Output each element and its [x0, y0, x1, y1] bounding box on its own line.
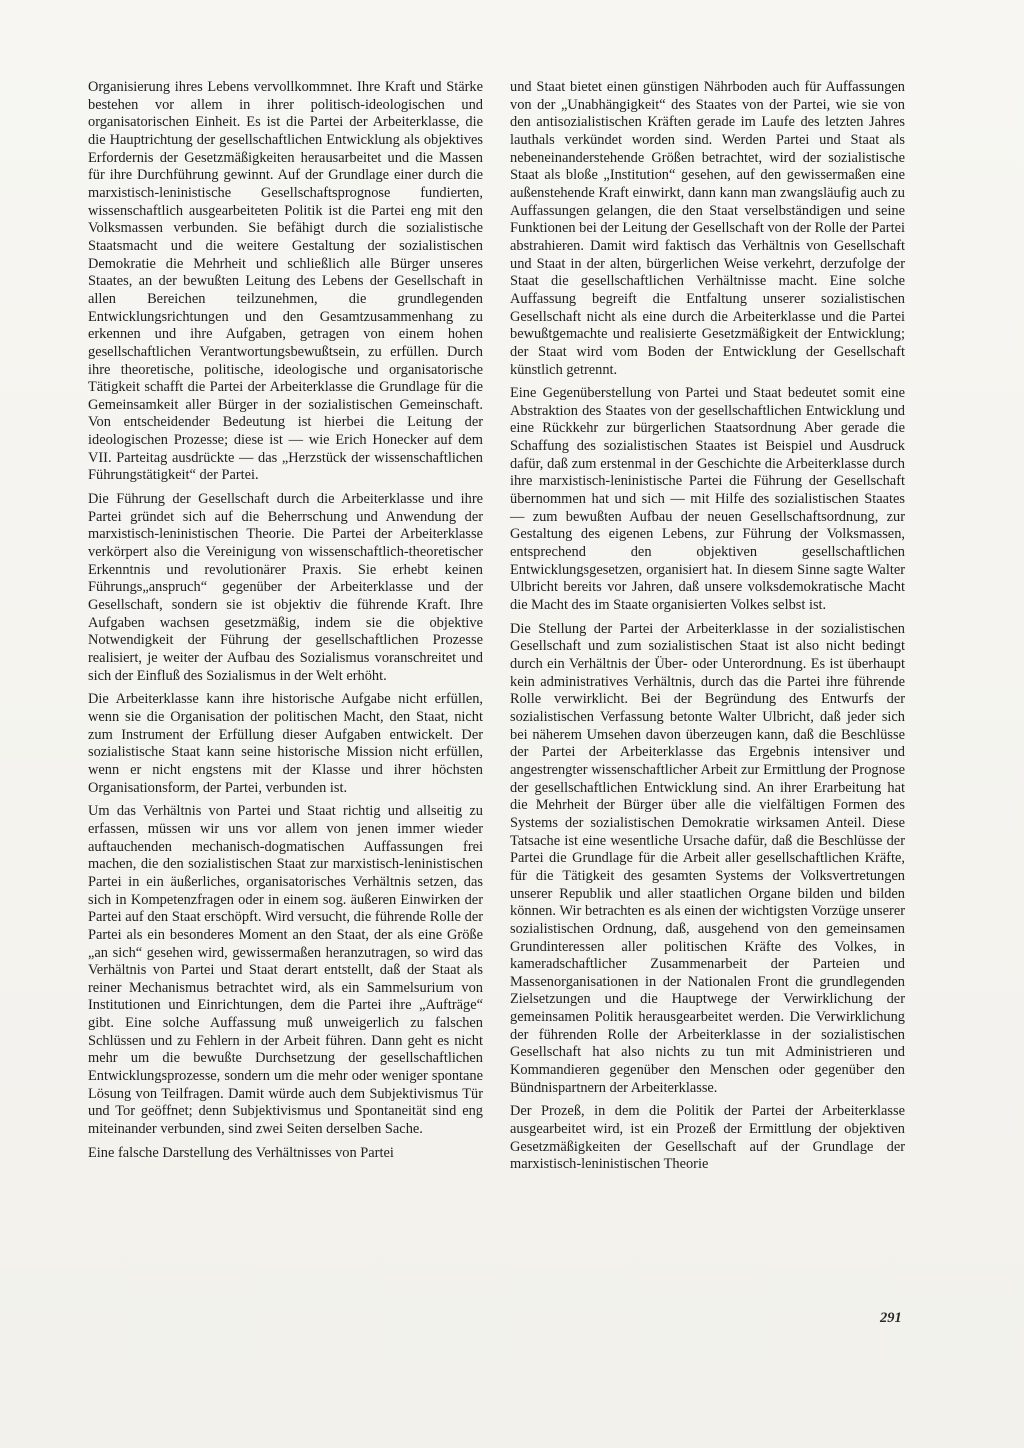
paragraph: Die Stellung der Partei der Arbeiterklasse in der sozialistischen Gesellschaft und zum sozialistischen Staat ist also nicht bedingt durch ein Verhältnis der Über- oder Unterordnung. Es ist überhaupt kein administratives Verhältnis, durch das die Partei ihre führende Rolle verwirklicht. Bei der Begründung des Entwurfs der sozialistischen Verfassung betonte Walter Ulbricht, daß jeder sich bei näherem Umsehen davon überzeugen kann, daß die Beschlüsse der Partei der Arbeiterklasse das Ergebnis intensiver und angestrengter wissenschaftlicher Arbeit zur Ermittlung der Prognose der gesellschaftlichen Entwicklung sind. An ihrer Erarbeitung hat die Mehrheit der Bürger über alle die vielfältigen Formen des Systems der sozialistischen Demokratie wirksamen Anteil. Diese Tatsache ist eine wesentliche Ursache dafür, daß die Beschlüsse der Partei die Grundlage für die Arbeit aller gesellschaftlichen Kräfte, für die Tätigkeit des gesamten Systems der Volksvertretungen unserer Republik und aller staatlichen Organe bilden und bilden können. Wir betrachten es als einen der wichtigsten Vorzüge unserer sozialistischen Ordnung, daß, ausgehend von den gemeinsamen Grundinteressen aller politischen Kräfte des Volkes, in kameradschaftlicher Zusammenarbeit der Parteien und Massenorganisationen in der Nationalen Front die grundlegenden Zielsetzungen und die Hauptwege der Verwirklichung der gemeinsamen Politik herausgearbeitet werden. Die Verwirklichung der führenden Rolle der Arbeiterklasse in der sozialistischen Gesellschaft hat also nichts zu tun mit Administrieren und Kommandieren gegenüber den Menschen oder gegenüber den Bündnispartnern der Arbeiterklasse. — [510, 620, 905, 1096]
paragraph: Die Arbeiterklasse kann ihre historische Aufgabe nicht erfüllen, wenn sie die Organisation der politischen Macht, den Staat, nicht zum Instrument der Erfüllung dieser Aufgaben entwickelt. Der sozialistische Staat kann seine historische Mission nicht erfüllen, wenn er nicht engstens mit der Klasse und ihrer höchsten Organisationsform, der Partei, verbunden ist. — [88, 691, 483, 796]
paragraph: Eine falsche Darstellung des Verhältnisses von Partei — [88, 1144, 394, 1161]
paragraph: Um das Verhältnis von Partei und Staat richtig und allseitig zu erfassen, müssen wir uns vor allem von jenen immer wieder auftauchenden mechanisch-dogmatischen Auffassungen frei machen, die den sozialistischen Staat zur marxistisch-leninistischen Partei in ein äußerliches, organisatorisches Verhältnis setzen, das sich in Kompetenzfragen oder in einem sog. äußeren Einwirken der Partei auf den Staat erschöpft. Wird versucht, die führende Rolle der Partei als ein besonderes Moment an den Staat, der als eine Größe „an sich“ gesehen wird, gewissermaßen heranzutragen, so wird das Verhältnis von Partei und Staat derart entstellt, daß der Staat als reiner Mechanismus betrachtet wird, als ein Sammelsurium von Institutionen und Einrichtungen, dem die Partei ihre „Aufträge“ gibt. Eine solche Auffassung muß unweigerlich zu falschen Schlüssen und zu Fehlern in der Arbeit führen. Dann geht es nicht mehr um die bewußte Durchsetzung der gesellschaftlichen Entwicklungsprozesse, sondern um die mehr oder weniger spontane Lösung von Teilfragen. Damit würde auch dem Subjektivismus Tür und Tor geöffnet; denn Subjektivismus und Spontaneität sind eng miteinander verbunden, sind zwei Seiten derselben Sache. — [88, 803, 483, 1138]
paragraph: Die Führung der Gesellschaft durch die Arbeiterklasse und ihre Partei gründet sich auf die Beherrschung und Anwendung der marxistisch-leninistischen Theorie. Die Partei der Arbeiterklasse verkörpert also die Vereinigung von wissenschaftlich-theoretischer Erkenntnis und revolutionärer Praxis. Sie erhebt keinen Führungs„anspruch“ gegenüber der Arbeiterklasse und der Gesellschaft, sondern sie ist objektiv die führende Kraft. Ihre Aufgaben wachsen gesetzmäßig, indem sie die objektive Notwendigkeit der Führung der gesellschaftlichen Prozesse realisiert, je weiter der Aufbau des Sozialismus voranschreitet und sich der Einfluß des Sozialismus in der Welt erhöht. — [88, 491, 483, 684]
paragraph: Eine Gegenüberstellung von Partei und Staat bedeutet somit eine Abstraktion des Staates von der gesellschaftlichen Entwicklung und eine Rückkehr zur bürgerlichen Staatsordnung Aber gerade die Schaffung des sozialistischen Staates ist Beispiel und Ausdruck dafür, daß zum erstenmal in der Geschichte die Arbeiterklasse durch ihre marxistisch-leninistische Partei die Führung der Gesellschaft übernommen hat und sich — mit Hilfe des sozialistischen Staates — zum bewußten Aufbau der neuen Gesellschaftsordnung, zur Gestaltung des eigenen Lebens, zur Führung der Volksmassen, entsprechend den objektiven gesellschaftlichen Entwicklungsgesetzen, organisiert hat. In diesem Sinne sagte Walter Ulbricht bereits vor Jahren, daß unsere volksdemokratische Macht die Macht des im Staate organisierten Volkes selbst ist. — [510, 385, 905, 614]
page-number: 291 — [880, 1310, 902, 1326]
left-text-column — [88, 79, 483, 1168]
paragraph: Der Prozeß, in dem die Politik der Partei der Arbeiterklasse ausgearbeitet wird, ist ein Prozeß der Ermittlung der objektiven Gesetzmäßigkeiten der Gesellschaft auf der Grundlage der marxistisch-leninistischen Theorie — [510, 1103, 905, 1173]
paragraph: und Staat bietet einen günstigen Nährboden auch für Auffassungen von der „Unabhängigkeit“ des Staates von der Partei, wie sie von den antisozialistischen Kräften gerade im Laufe des letzten Jahres lauthals verkündet worden sind. Werden Partei und Staat als nebeneinanderstehende Größen betrachtet, wird der sozialistische Staat als bloße „Institution“ gesehen, auf den gewissermaßen eine außenstehende Kraft einwirkt, dann kann man zwangsläufig auch zu Auffassungen gelangen, die den Staat verselbständigen und seine Funktionen bei der Leitung der Gesellschaft von der Rolle der Partei abstrahieren. Damit wird faktisch das Verhältnis von Gesellschaft und Staat in der alten, bürgerlichen Weise verkehrt, derzufolge der Staat die gesellschaftlichen Verhältnisse macht. Eine solche Auffassung begreift die Entfaltung unserer sozialistischen Gesellschaft nicht als eine durch die Arbeiterklasse und die Partei bewußtgemachte und realisierte Gesetzmäßigkeit der Entwicklung; der Staat wird vom Boden der Entwicklung der Gesellschaft künstlich getrennt. — [510, 79, 905, 378]
paragraph: Organisierung ihres Lebens vervollkommnet. Ihre Kraft und Stärke bestehen vor allem in ihrer politisch-ideologischen und organisatorischen Einheit. Es ist die Partei der Arbeiterklasse, die die Hauptrichtung der gesellschaftlichen Entwicklung als objektives Erfordernis der Gesetzmäßigkeiten herausarbeitet und die Massen für ihre Durchführung gewinnt. Auf der Grundlage einer durch die marxistisch-leninistische Gesellschaftsprognose fundierten, wissenschaftlich ausgearbeiteten Politik ist die Partei eng mit den Volksmassen verbunden. Sie befähigt durch die sozialistische Staatsmacht und die weitere Gestaltung der sozialistischen Demokratie die Mehrheit und schließlich alle Bürger unseres Staates, an der bewußten Leitung des Lebens der Gesellschaft in allen Bereichen teilzunehmen, die grundlegenden Entwicklungsrichtungen und den Gesamtzusammenhang zu erkennen und ihre Aufgaben, getragen von einem hohen gesellschaftlichen Verantwortungsbewußtsein, zu erfüllen. Durch ihre theoretische, politische, ideologische und organisatorische Tätigkeit schafft die Partei der Arbeiterklasse die Grundlage für die Gemeinsamkeit aller Bürger in der sozialistischen Gemeinschaft. Von entscheidender Bedeutung ist hierbei die Leitung der ideologischen Prozesse; diese ist — wie Erich Honecker auf dem VII. Parteitag ausdrückte — das „Herzstück der wissenschaftlichen Führungstätigkeit“ der Partei. — [88, 79, 483, 484]
right-text-column — [510, 79, 905, 1180]
